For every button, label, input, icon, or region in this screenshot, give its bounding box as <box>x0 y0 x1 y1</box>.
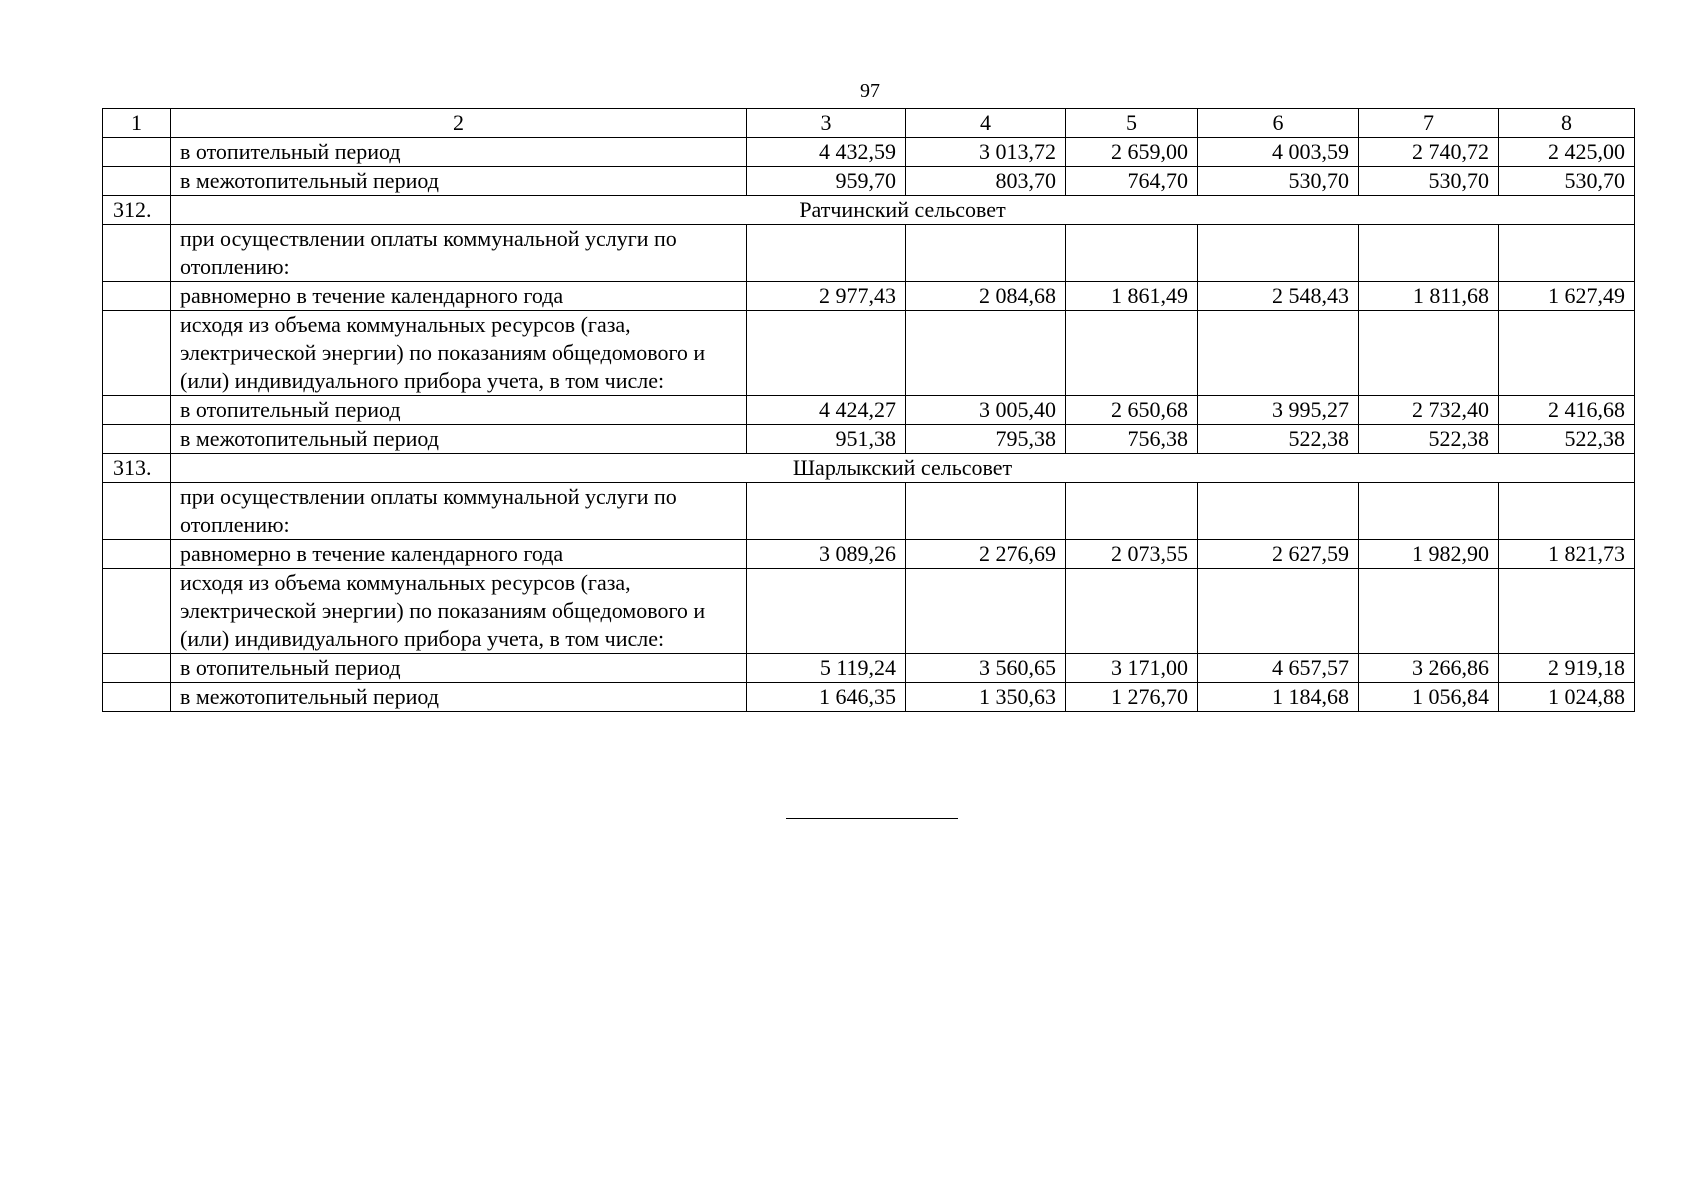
value-cell: 4 003,59 <box>1198 138 1359 167</box>
row-number-cell <box>103 540 171 569</box>
value-cell: 2 919,18 <box>1499 654 1635 683</box>
table-row <box>103 225 1635 282</box>
value-cell <box>747 225 906 282</box>
value-cell: 2 416,68 <box>1499 396 1635 425</box>
table-row <box>103 138 1635 167</box>
value-cell: 3 171,00 <box>1066 654 1198 683</box>
table-row <box>103 569 1635 654</box>
table-row <box>103 683 1635 712</box>
value-cell <box>1359 569 1499 654</box>
value-cell: 3 560,65 <box>906 654 1066 683</box>
row-label: в отопительный период <box>171 138 747 167</box>
value-cell: 530,70 <box>1359 167 1499 196</box>
value-cell <box>1359 311 1499 396</box>
value-cell: 2 425,00 <box>1499 138 1635 167</box>
page-number: 97 <box>860 80 880 102</box>
value-cell: 2 659,00 <box>1066 138 1198 167</box>
value-cell: 530,70 <box>1499 167 1635 196</box>
value-cell: 1 982,90 <box>1359 540 1499 569</box>
value-cell: 3 089,26 <box>747 540 906 569</box>
header-cell: 4 <box>906 109 1066 138</box>
value-cell: 3 005,40 <box>906 396 1066 425</box>
value-cell: 4 432,59 <box>747 138 906 167</box>
value-cell <box>1499 225 1635 282</box>
value-cell: 1 350,63 <box>906 683 1066 712</box>
value-cell: 4 657,57 <box>1198 654 1359 683</box>
value-cell <box>906 225 1066 282</box>
value-cell: 2 627,59 <box>1198 540 1359 569</box>
row-number-cell <box>103 654 171 683</box>
value-cell: 2 977,43 <box>747 282 906 311</box>
row-label: равномерно в течение календарного года <box>171 540 747 569</box>
value-cell: 2 732,40 <box>1359 396 1499 425</box>
value-cell: 951,38 <box>747 425 906 454</box>
value-cell <box>1198 311 1359 396</box>
header-cell: 3 <box>747 109 906 138</box>
table-row <box>103 396 1635 425</box>
row-label: в межотопительный период <box>171 167 747 196</box>
value-cell: 2 073,55 <box>1066 540 1198 569</box>
row-number-cell <box>103 225 171 282</box>
value-cell <box>1066 483 1198 540</box>
value-cell: 3 995,27 <box>1198 396 1359 425</box>
row-number-cell <box>103 683 171 712</box>
table-row <box>103 167 1635 196</box>
value-cell: 3 266,86 <box>1359 654 1499 683</box>
row-number-cell <box>103 282 171 311</box>
value-cell <box>1198 569 1359 654</box>
row-label: при осуществлении оплаты коммунальной услуги по отоплению: <box>171 225 747 282</box>
row-label: исходя из объема коммунальных ресурсов (газа, электрической энергии) по показаниям общедомового и (или) индивидуального прибора учета, в том числе: <box>171 311 747 396</box>
value-cell: 959,70 <box>747 167 906 196</box>
row-label: равномерно в течение календарного года <box>171 282 747 311</box>
value-cell: 1 024,88 <box>1499 683 1635 712</box>
table-body <box>103 109 1635 712</box>
row-label: в отопительный период <box>171 396 747 425</box>
row-label: в отопительный период <box>171 654 747 683</box>
value-cell <box>1198 483 1359 540</box>
value-cell: 1 184,68 <box>1198 683 1359 712</box>
section-header-row <box>103 454 1635 483</box>
row-label: при осуществлении оплаты коммунальной услуги по отоплению: <box>171 483 747 540</box>
value-cell: 1 861,49 <box>1066 282 1198 311</box>
value-cell <box>747 569 906 654</box>
row-number-cell <box>103 311 171 396</box>
value-cell <box>1499 569 1635 654</box>
row-number-cell <box>103 483 171 540</box>
table-row <box>103 282 1635 311</box>
header-cell: 7 <box>1359 109 1499 138</box>
value-cell: 2 548,43 <box>1198 282 1359 311</box>
header-cell: 2 <box>171 109 747 138</box>
value-cell: 530,70 <box>1198 167 1359 196</box>
row-label: в межотопительный период <box>171 425 747 454</box>
value-cell: 522,38 <box>1198 425 1359 454</box>
row-number-cell <box>103 425 171 454</box>
value-cell: 3 013,72 <box>906 138 1066 167</box>
row-label: в межотопительный период <box>171 683 747 712</box>
table-row <box>103 425 1635 454</box>
value-cell <box>747 483 906 540</box>
value-cell: 2 276,69 <box>906 540 1066 569</box>
value-cell: 795,38 <box>906 425 1066 454</box>
section-title: Шарлыкский сельсовет <box>171 454 1635 483</box>
section-number: 312. <box>103 196 171 225</box>
row-number-cell <box>103 138 171 167</box>
end-of-table-rule <box>786 818 958 819</box>
value-cell: 1 627,49 <box>1499 282 1635 311</box>
value-cell: 522,38 <box>1499 425 1635 454</box>
value-cell <box>1359 225 1499 282</box>
row-number-cell <box>103 167 171 196</box>
value-cell: 1 821,73 <box>1499 540 1635 569</box>
value-cell <box>1066 225 1198 282</box>
value-cell: 1 811,68 <box>1359 282 1499 311</box>
section-title: Ратчинский сельсовет <box>171 196 1635 225</box>
value-cell: 4 424,27 <box>747 396 906 425</box>
header-cell: 6 <box>1198 109 1359 138</box>
table-row <box>103 311 1635 396</box>
table-row <box>103 483 1635 540</box>
column-number-header-row <box>103 109 1635 138</box>
section-number: 313. <box>103 454 171 483</box>
value-cell <box>1499 311 1635 396</box>
value-cell: 2 084,68 <box>906 282 1066 311</box>
section-header-row <box>103 196 1635 225</box>
value-cell <box>906 569 1066 654</box>
value-cell: 522,38 <box>1359 425 1499 454</box>
value-cell: 2 740,72 <box>1359 138 1499 167</box>
value-cell: 1 646,35 <box>747 683 906 712</box>
value-cell: 803,70 <box>906 167 1066 196</box>
row-label: исходя из объема коммунальных ресурсов (газа, электрической энергии) по показаниям общедомового и (или) индивидуального прибора учета, в том числе: <box>171 569 747 654</box>
header-cell: 8 <box>1499 109 1635 138</box>
value-cell: 2 650,68 <box>1066 396 1198 425</box>
table-row <box>103 654 1635 683</box>
value-cell <box>1066 311 1198 396</box>
row-number-cell <box>103 396 171 425</box>
value-cell <box>747 311 906 396</box>
value-cell: 5 119,24 <box>747 654 906 683</box>
header-cell: 5 <box>1066 109 1198 138</box>
value-cell <box>1499 483 1635 540</box>
value-cell: 764,70 <box>1066 167 1198 196</box>
value-cell <box>906 311 1066 396</box>
value-cell <box>1198 225 1359 282</box>
value-cell <box>906 483 1066 540</box>
value-cell <box>1359 483 1499 540</box>
header-cell: 1 <box>103 109 171 138</box>
value-cell: 756,38 <box>1066 425 1198 454</box>
tariff-table <box>102 108 1635 712</box>
row-number-cell <box>103 569 171 654</box>
value-cell: 1 056,84 <box>1359 683 1499 712</box>
table-row <box>103 540 1635 569</box>
value-cell: 1 276,70 <box>1066 683 1198 712</box>
value-cell <box>1066 569 1198 654</box>
